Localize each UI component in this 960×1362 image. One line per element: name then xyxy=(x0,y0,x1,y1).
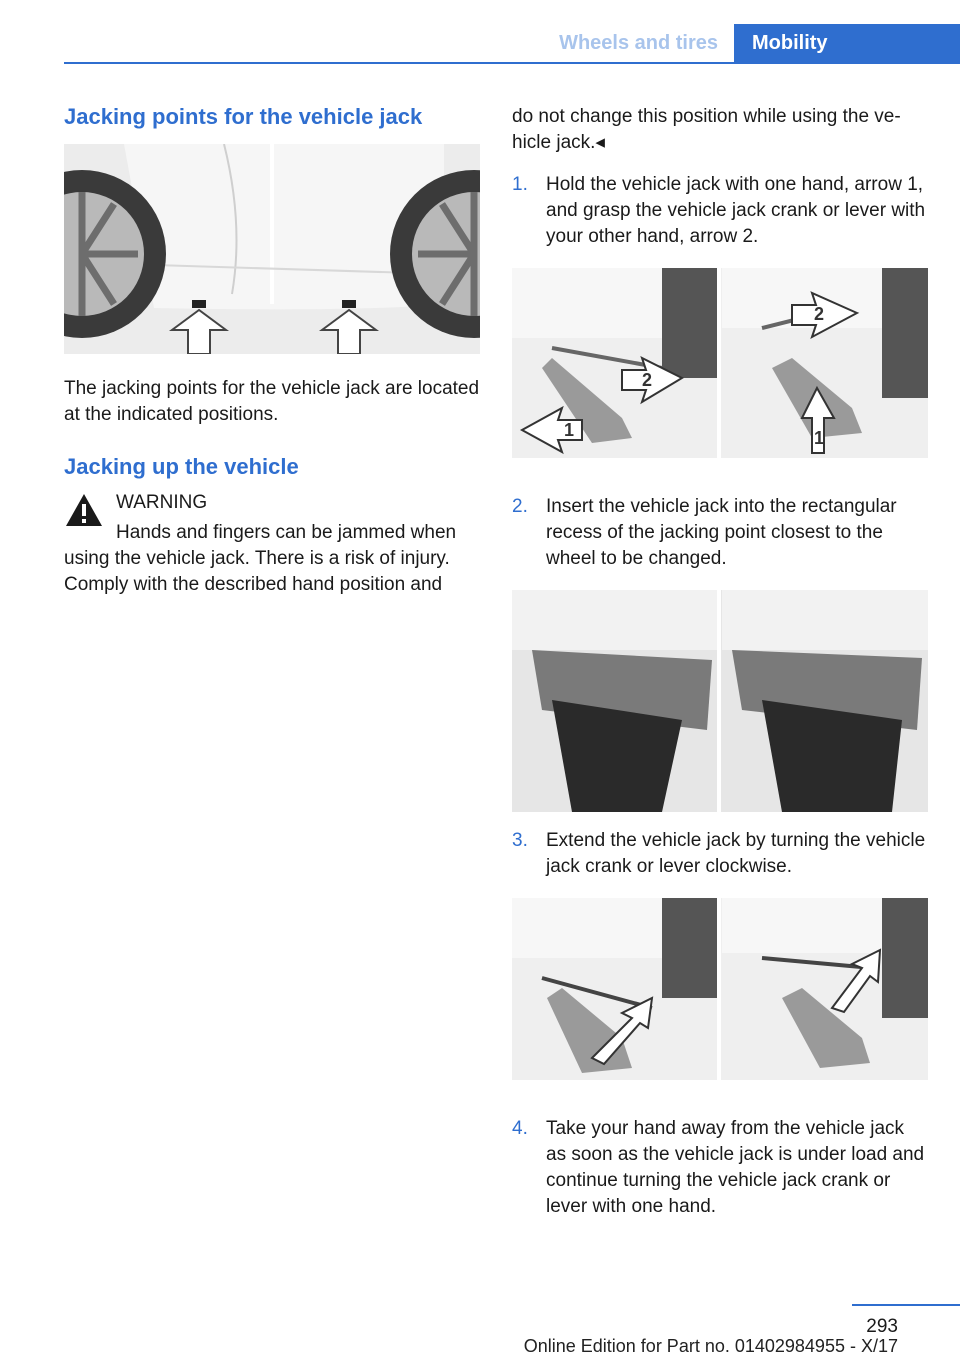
page-header xyxy=(64,24,960,64)
jack-hand-position-image xyxy=(512,268,928,458)
jacking-points-caption: The jacking points for the vehicle jack are located at the indicated positions. xyxy=(64,378,480,425)
left-column xyxy=(64,100,480,598)
warning-text-content: Hands and fingers can be jammed when using the vehicle jack. There is a risk of injury. Comply with the described hand position and xyxy=(64,522,457,595)
warning-text xyxy=(64,520,480,598)
step-2 xyxy=(512,494,928,572)
steps-list-2 xyxy=(512,494,928,572)
car-side-illustration xyxy=(64,144,480,354)
step-number: 3. xyxy=(512,830,528,851)
warning-block xyxy=(64,488,480,518)
jacking-points-image xyxy=(64,144,480,354)
continuation-text: do not change this position while using the vehicle jack.◂ xyxy=(512,106,901,153)
footer-rule xyxy=(852,1304,960,1306)
jack-crank-illustration xyxy=(512,898,928,1080)
step-4 xyxy=(512,1116,928,1220)
step-text: Insert the vehicle jack into the rectangular recess of the jacking point closest to the wheel to be changed. xyxy=(546,496,897,569)
section-title-jacking-points: Jacking points for the vehicle jack xyxy=(64,104,423,129)
warning-triangle-icon xyxy=(64,492,104,528)
right-column xyxy=(512,100,928,1220)
arrow-label-1: 1 xyxy=(564,420,575,440)
arrow-label-2: 2 xyxy=(642,370,653,390)
step-text: Hold the vehicle jack with one hand, arrow 1, and grasp the vehicle jack crank or lever with your other hand, arrow 2. xyxy=(546,174,926,247)
chapter-tab[interactable]: Mobility xyxy=(734,24,960,62)
step-number: 2. xyxy=(512,496,528,517)
jack-extend-image xyxy=(512,898,928,1080)
step-text: Take your hand away from the vehicle jack as soon as the vehicle jack is under load and continue turning the vehicle jack crank or lever with one hand. xyxy=(546,1118,925,1217)
steps-list-3 xyxy=(512,828,928,880)
arrow-label-1b: 1 xyxy=(814,428,825,448)
arrow-label-2b: 2 xyxy=(814,304,825,324)
steps-list-4 xyxy=(512,1116,928,1220)
step-3 xyxy=(512,828,928,880)
page-number: 293 xyxy=(866,1316,898,1337)
step-number: 1. xyxy=(512,174,528,195)
warning-label: WARNING xyxy=(116,492,208,513)
section-title-jacking-up: Jacking up the vehicle xyxy=(64,454,299,479)
step-1 xyxy=(512,172,928,250)
step-number: 4. xyxy=(512,1118,528,1139)
step-text: Extend the vehicle jack by turning the vehicle jack crank or lever clockwise. xyxy=(546,830,926,877)
edition-note: Online Edition for Part no. 01402984955 - X/17 xyxy=(523,1336,898,1356)
jack-hold-illustration xyxy=(512,268,928,458)
jack-insert-image xyxy=(512,590,928,812)
jack-recess-illustration xyxy=(512,590,928,812)
steps-list xyxy=(512,172,928,250)
section-tab[interactable]: Wheels and tires xyxy=(559,32,718,54)
